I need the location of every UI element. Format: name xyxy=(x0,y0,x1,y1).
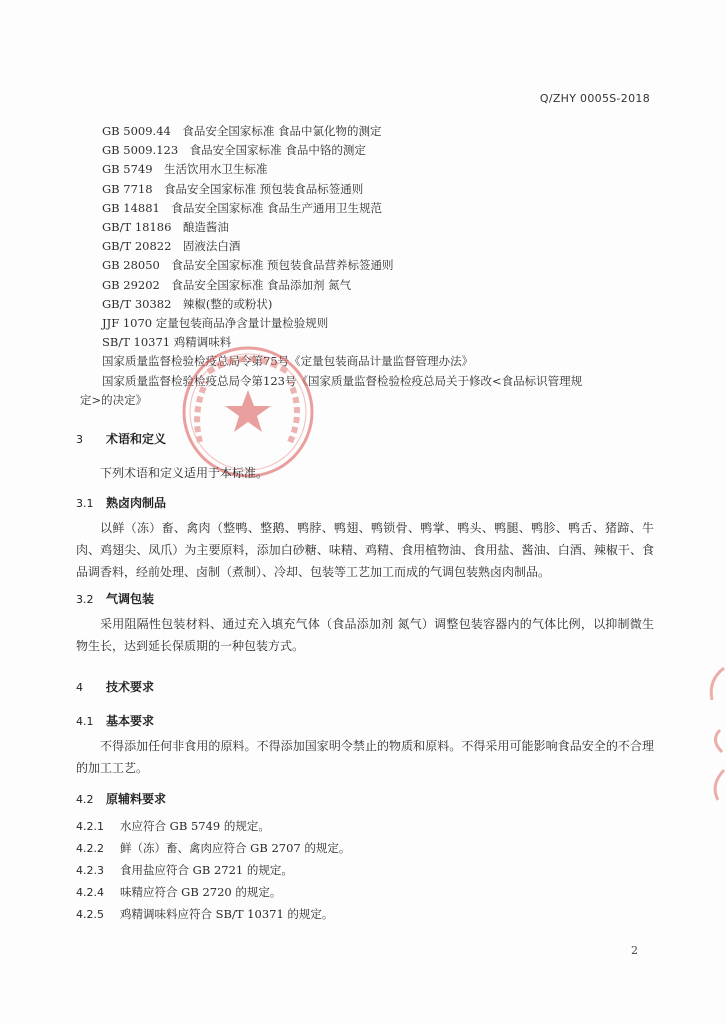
reference-item: GB 14881 食品安全国家标准 食品生产通用卫生规范 xyxy=(102,200,383,215)
section-number: 4 xyxy=(76,681,83,694)
clause-title: 基本要求 xyxy=(106,714,155,728)
clause-3-1-body: 以鲜（冻）畜、禽肉（整鸭、整鹅、鸭脖、鸭翅、鸭锁骨、鸭掌、鸭头、鸭腿、鸭胗、鸭舌、猪蹄、牛肉、鸡翅尖、凤爪）为主要原料，添加白砂糖、味精、鸡精、食用植物油、食用盐、酱油、白酒、辣椒干、食品调香料，经前处理、卤制（煮制）、冷却、包装等工艺加工而成的气调包装熟卤肉制品。 xyxy=(76,521,654,579)
reference-item: GB/T 18186 酿造酱油 xyxy=(102,220,229,235)
subclause-4-2-4 xyxy=(76,884,281,900)
clause-title: 气调包装 xyxy=(106,592,155,606)
section-title: 术语和定义 xyxy=(106,432,167,446)
reference-item: GB 28050 食品安全国家标准 预包装食品营养标签通则 xyxy=(102,258,394,273)
clause-4-1-heading xyxy=(76,712,154,729)
section-3-intro: 下列术语和定义适用于本标准。 xyxy=(100,466,269,480)
page-number: 2 xyxy=(631,944,638,957)
reference-item: GB 5009.123 食品安全国家标准 食品中铬的测定 xyxy=(102,143,366,158)
document-code: Q/ZHY 0005S-2018 xyxy=(539,92,650,105)
subclause-text: 食用盐应符合 GB 2721 的规定。 xyxy=(120,863,293,877)
edge-seal-fragment xyxy=(702,660,726,810)
subclause-4-2-1 xyxy=(76,818,270,834)
reference-item: GB 7718 食品安全国家标准 预包装食品标签通则 xyxy=(102,181,364,196)
reference-item: GB/T 30382 辣椒(整的或粉状) xyxy=(102,296,273,311)
clause-number: 4.1 xyxy=(76,715,94,728)
section-4-heading xyxy=(76,678,154,695)
reference-item-long-continuation: 定>的决定》 xyxy=(80,392,148,407)
subclause-4-2-2 xyxy=(76,840,350,856)
section-title: 技术要求 xyxy=(106,680,155,694)
reference-item: GB 5009.44 食品安全国家标准 食品中氯化物的测定 xyxy=(102,124,382,138)
reference-item-long: 国家质量监督检验检疫总局令第123号《国家质量监督检验检疫总局关于修改<食品标识管理规 xyxy=(102,373,583,388)
clause-3-1-heading xyxy=(76,494,166,511)
subclause-4-2-3 xyxy=(76,862,293,878)
subclause-4-2-5 xyxy=(76,906,333,922)
section-number: 3 xyxy=(76,433,83,446)
reference-item: GB 5749 生活饮用水卫生标准 xyxy=(102,162,268,177)
clause-3-2-heading xyxy=(76,590,154,607)
reference-item: SB/T 10371 鸡精调味料 xyxy=(102,335,232,350)
clause-4-2-heading xyxy=(76,790,166,807)
subclause-number: 4.2.5 xyxy=(76,908,104,921)
clause-title: 原辅料要求 xyxy=(106,792,167,806)
clause-title: 熟卤肉制品 xyxy=(106,496,167,510)
clause-3-2-body: 采用阻隔性包装材料、通过充入填充气体（食品添加剂 氮气）调整包装容器内的气体比例，以抑制微生物生长，达到延长保质期的一种包装方式。 xyxy=(76,617,654,653)
subclause-number: 4.2.4 xyxy=(76,886,104,899)
company-seal-stamp xyxy=(178,342,318,482)
reference-item: GB/T 20822 固液法白酒 xyxy=(102,239,241,254)
section-3-heading xyxy=(76,430,166,447)
reference-item: 国家质量监督检验检疫总局令第75号《定量包装商品计量监督管理办法》 xyxy=(102,354,474,369)
clause-number: 3.2 xyxy=(76,593,94,606)
subclause-number: 4.2.2 xyxy=(76,842,104,855)
subclause-number: 4.2.3 xyxy=(76,864,104,877)
reference-item: GB 29202 食品安全国家标准 食品添加剂 氮气 xyxy=(102,277,352,292)
subclause-text: 鸡精调味料应符合 SB/T 10371 的规定。 xyxy=(120,907,334,921)
clause-number: 3.1 xyxy=(76,497,94,510)
subclause-number: 4.2.1 xyxy=(76,820,104,833)
subclause-text: 鲜（冻）畜、禽肉应符合 GB 2707 的规定。 xyxy=(120,841,351,855)
clause-number: 4.2 xyxy=(76,793,94,806)
subclause-text: 水应符合 GB 5749 的规定。 xyxy=(120,819,270,833)
clause-4-1-body: 不得添加任何非食用的原料。不得添加国家明令禁止的物质和原料。不得采用可能影响食品安全的不合理的加工工艺。 xyxy=(76,739,654,775)
subclause-text: 味精应符合 GB 2720 的规定。 xyxy=(120,885,282,899)
reference-item: JJF 1070 定量包装商品净含量计量检验规则 xyxy=(102,316,329,331)
